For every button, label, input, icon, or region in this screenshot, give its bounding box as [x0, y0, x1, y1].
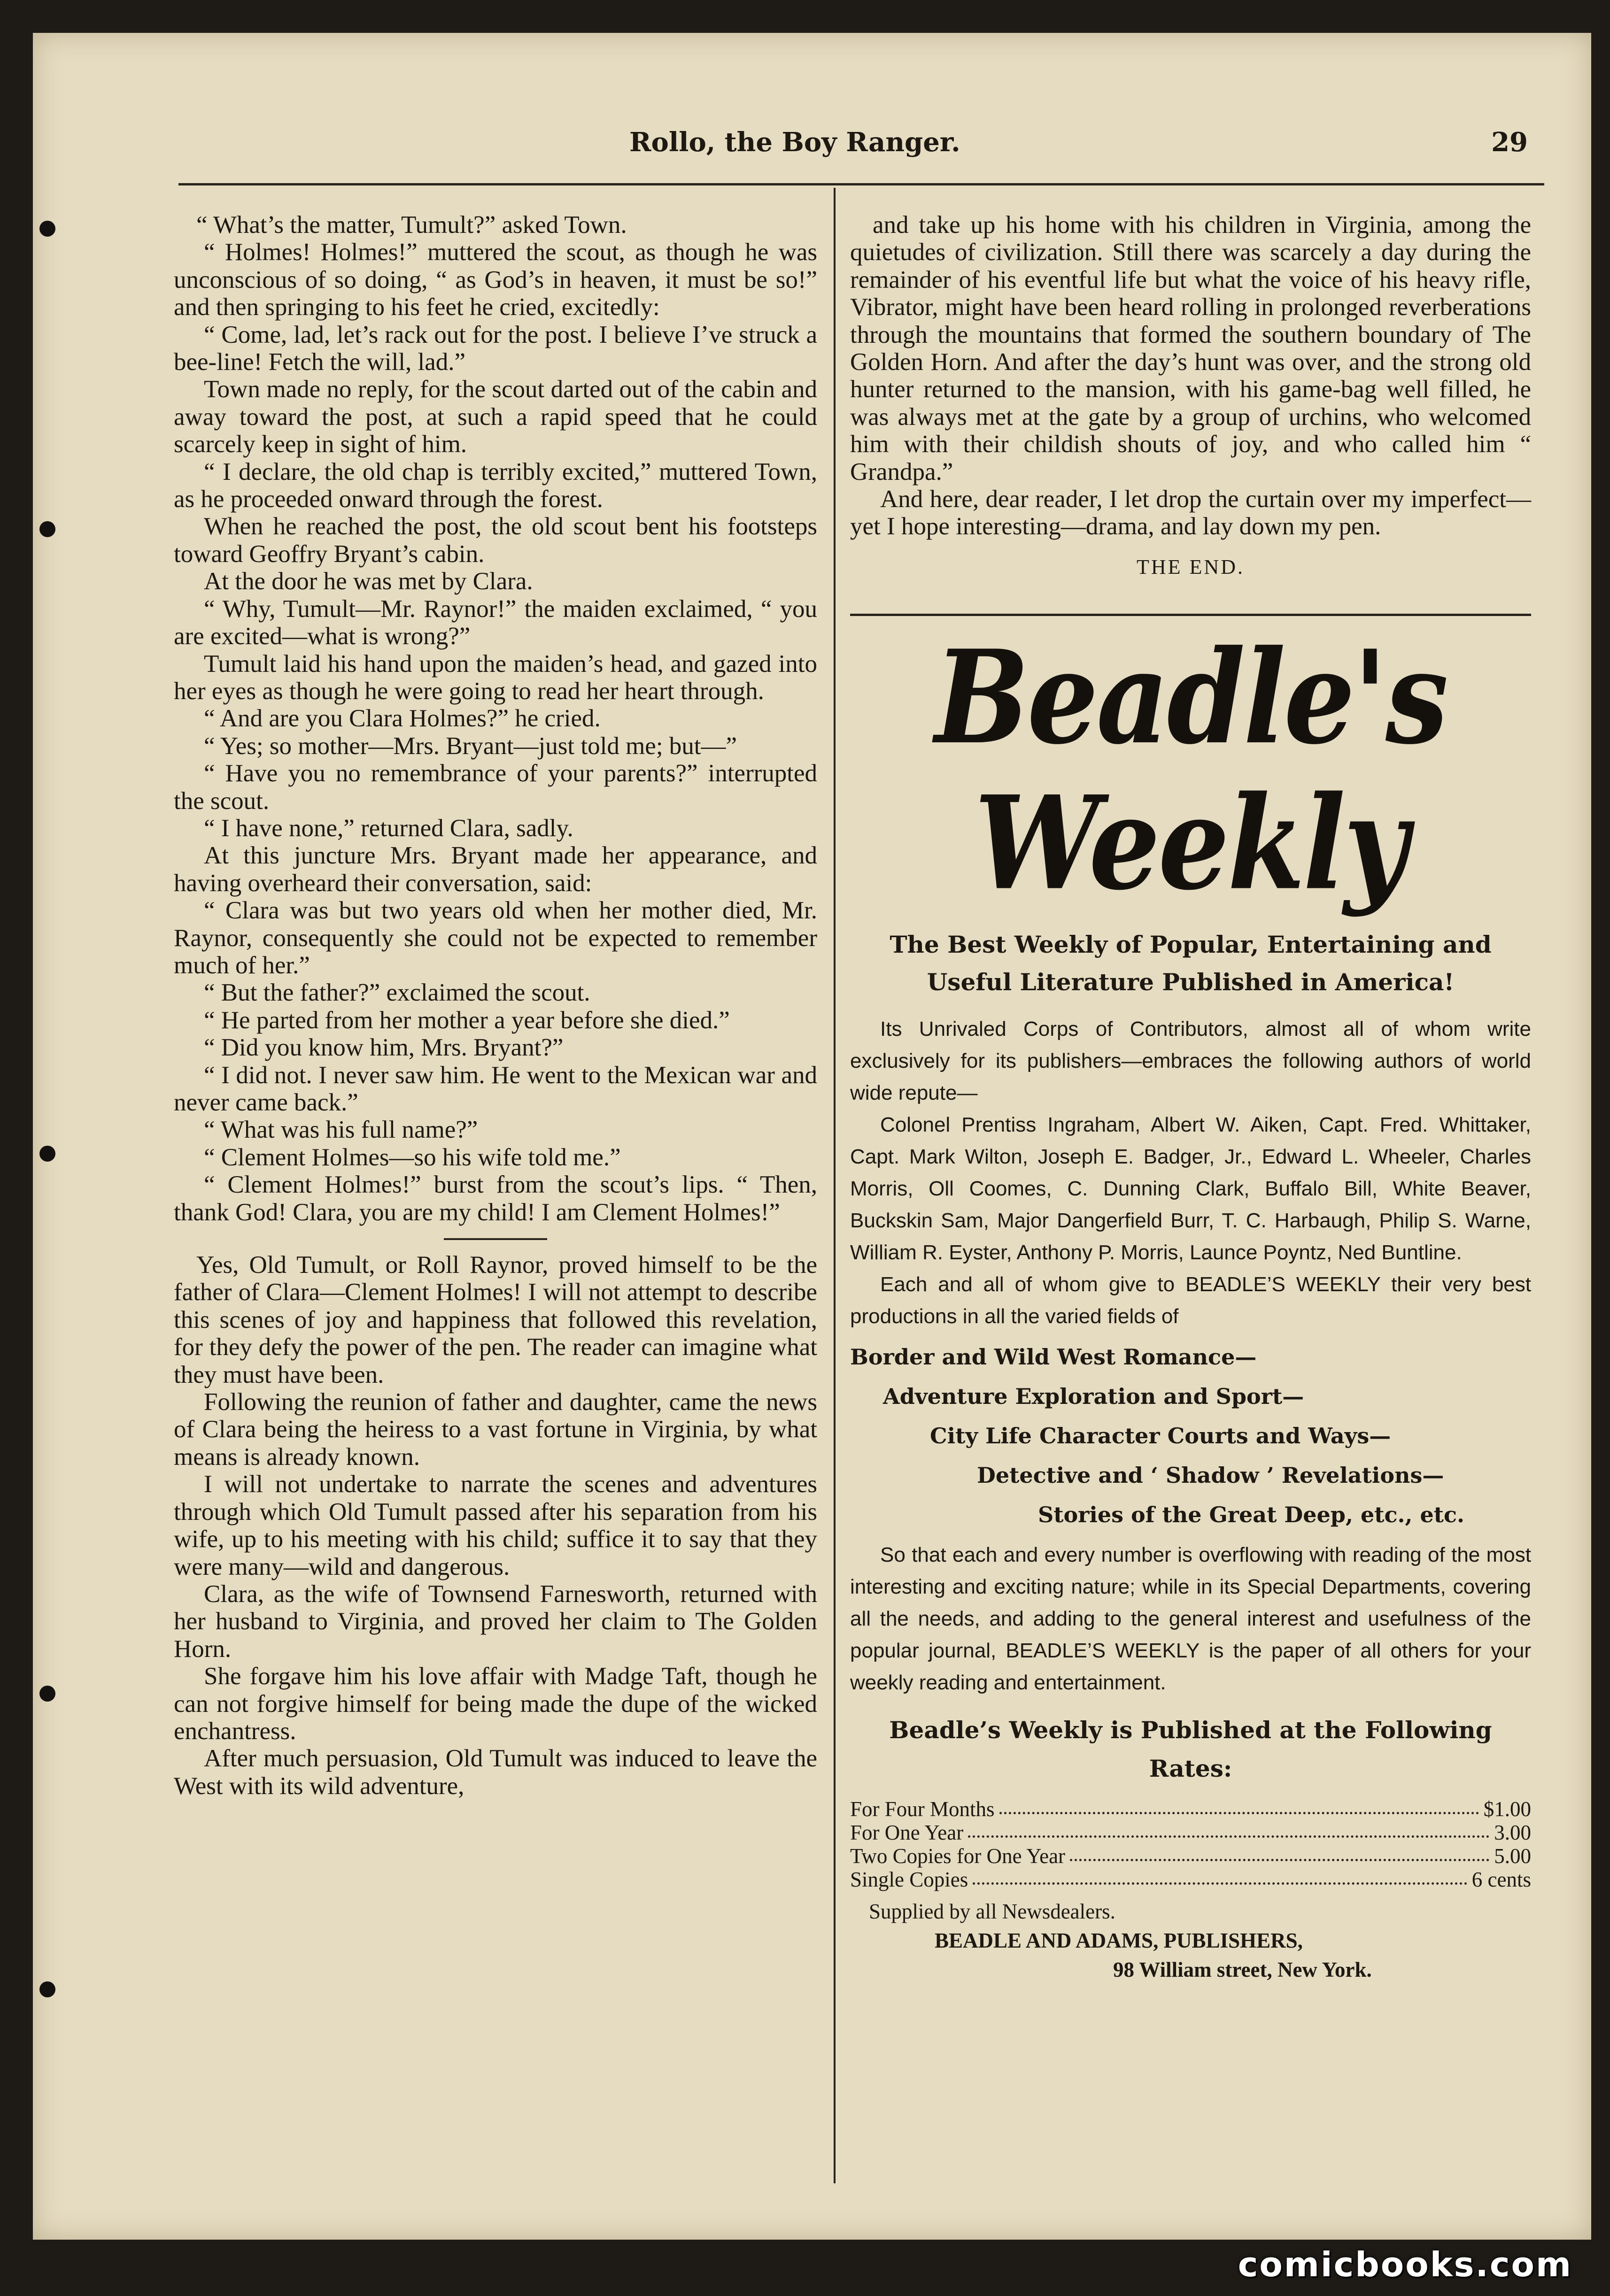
watermark: comicbooks.com	[1238, 2245, 1572, 2284]
paragraph: I will not undertake to narrate the scenes and adventures through which Old Tumult passed after his separation from his wife, up to his meeting with his child; suffice it to say that they were many—wild and dangerous.	[174, 1471, 817, 1580]
advertisement-rule	[850, 614, 1531, 616]
paragraph: And here, dear reader, I let drop the curtain over my imperfect—yet I hope interesting—drama, and lay down my pen.	[850, 485, 1531, 540]
rate-label: Single Copies	[850, 1868, 968, 1892]
rate-price: 3.00	[1494, 1821, 1531, 1845]
beadles-weekly-masthead: Beadle's Weekly	[935, 623, 1447, 919]
genre-item: City Life Character Courts and Ways—	[930, 1423, 1391, 1449]
paragraph: “ Holmes! Holmes!” muttered the scout, as though he was unconscious of so doing, “ as God’s in heaven, it must be so!” and then springing to his feet he cried, excitedly:	[174, 239, 817, 321]
rates-table	[850, 1797, 1531, 1891]
column-divider	[834, 188, 836, 2183]
paragraph: “ And are you Clara Holmes?” he cried.	[204, 705, 601, 732]
ad-fields-intro: Each and all of whom give to BEADLE’S WEEKLY their very best productions in all the varied fields of	[850, 1273, 1531, 1328]
paragraph: Following the reunion of father and daughter, came the news of Clara being the heiress to a vast fortune in Virginia, by what means is already known.	[174, 1388, 817, 1471]
binding-hole	[39, 521, 55, 537]
paragraph: “ He parted from her mother a year before she died.”	[204, 1006, 730, 1034]
publisher-name: BEADLE AND ADAMS, PUBLISHERS,	[935, 1929, 1303, 1953]
paragraph: Yes, Old Tumult, or Roll Raynor, proved himself to be the father of Clara—Clement Holmes! I will not attempt to describe this scenes of joy and happiness that followed this revelation, for they defy the power of the pen. The reader can imagine what they must have been.	[174, 1251, 817, 1388]
binding-hole	[39, 221, 55, 237]
supplied-note: Supplied by all Newsdealers.	[869, 1900, 1115, 1924]
paragraph: “ Yes; so mother—Mrs. Bryant—just told me; but—”	[204, 732, 737, 760]
the-end-label: THE END.	[1137, 555, 1245, 578]
ad-intro: Its Unrivaled Corps of Contributors, almost all of whom write exclusively for its publishers—embraces the following authors of world wide repute—	[850, 1017, 1531, 1105]
paragraph: “ Clement Holmes—so his wife told me.”	[204, 1143, 621, 1171]
rates-heading: Beadle’s Weekly is Published at the Following Rates:	[889, 1716, 1492, 1783]
paragraph: At this juncture Mrs. Bryant made her appearance, and having overheard their conversation, said:	[174, 842, 817, 897]
rate-price: 5.00	[1494, 1844, 1531, 1868]
paragraph: “ I did not. I never saw him. He went to the Mexican war and never came back.”	[174, 1061, 817, 1116]
paragraph: “ I declare, the old chap is terribly excited,” muttered Town, as he proceeded onward through the forest.	[174, 458, 817, 513]
rate-row	[850, 1868, 1531, 1891]
genre-list	[850, 1337, 1531, 1534]
ad-authors: Colonel Prentiss Ingraham, Albert W. Aiken, Capt. Fred. Whittaker, Capt. Mark Wilton, Joseph E. Badger, Jr., Edward L. Wheeler, Charles Morris, Oll Coomes, C. Dunning Clark, Buffalo Bill, White Beaver, Buckskin Sam, Major Dangerfield Burr, T. C. Harbaugh, Philip S. Warne, William R. Eyster, Anthony P. Morris, Launce Poyntz, Ned Buntline.	[850, 1113, 1531, 1264]
paragraph: “ What was his full name?”	[204, 1116, 478, 1144]
paragraph: Clara, as the wife of Townsend Farnesworth, returned with her husband to Virginia, and proved her claim to The Golden Horn.	[174, 1580, 817, 1663]
genre-item: Stories of the Great Deep, etc., etc.	[1038, 1502, 1465, 1528]
binding-hole	[39, 1686, 55, 1702]
rate-label: Two Copies for One Year	[850, 1844, 1066, 1868]
paragraph: After much persuasion, Old Tumult was induced to leave the West with its wild adventure,	[174, 1745, 817, 1800]
paragraph: “ Clement Holmes!” burst from the scout’s lips. “ Then, thank God! Clara, you are my child! I am Clement Holmes!”	[174, 1171, 817, 1226]
binding-hole	[39, 1981, 55, 1997]
paragraph: “ Have you no remembrance of your parents?” interrupted the scout.	[174, 760, 817, 815]
rate-row	[850, 1821, 1531, 1844]
paragraph: When he reached the post, the old scout bent his footsteps toward Geoffry Bryant’s cabin.	[174, 513, 817, 568]
story-text	[174, 211, 817, 1226]
paragraph: At the door he was met by Clara.	[204, 568, 533, 595]
paragraph: “ Come, lad, let’s rack out for the post. I believe I’ve struck a bee-line! Fetch the will, lad.”	[174, 321, 817, 376]
paragraph: She forgave him his love affair with Madge Taft, though he can not forgive himself for being made the dupe of the wicked enchantress.	[174, 1663, 817, 1745]
genre-item: Adventure Exploration and Sport—	[883, 1384, 1304, 1410]
paragraph: “ Why, Tumult—Mr. Raynor!” the maiden exclaimed, “ you are excited—what is wrong?”	[174, 595, 817, 650]
story-ending-text	[850, 211, 1531, 540]
header-rule	[178, 183, 1544, 185]
binding-hole	[39, 1146, 55, 1162]
advertisement	[850, 623, 1531, 1984]
paragraph: “ Clara was but two years old when her mother died, Mr. Raynor, consequently she could not be expected to remember much of her.”	[174, 897, 817, 979]
story-conclusion-text	[174, 1251, 817, 1800]
running-header	[33, 127, 1591, 178]
ad-tagline: The Best Weekly of Popular, Entertaining and Useful Literature Published in America!	[890, 931, 1492, 996]
rate-label: For Four Months	[850, 1797, 995, 1821]
rate-label: For One Year	[850, 1821, 964, 1845]
genre-item: Detective and ‘ Shadow ’ Revelations—	[977, 1463, 1444, 1488]
right-column	[850, 211, 1531, 1984]
left-column	[174, 211, 817, 1800]
paragraph: “ What’s the matter, Tumult?” asked Town.	[196, 211, 627, 239]
rate-price: 6 cents	[1471, 1868, 1531, 1892]
page	[33, 33, 1591, 2240]
paragraph: Tumult laid his hand upon the maiden’s head, and gazed into her eyes as though he were going to read her heart through.	[174, 650, 817, 705]
paragraph: “ I have none,” returned Clara, sadly.	[204, 814, 573, 842]
publisher-address: 98 William street, New York.	[1113, 1958, 1372, 1982]
section-break-rule	[444, 1238, 547, 1240]
paragraph: Town made no reply, for the scout darted out of the cabin and away toward the post, at such a rapid speed that he could scarcely keep in sight of him.	[174, 376, 817, 458]
paragraph: “ Did you know him, Mrs. Bryant?”	[204, 1034, 564, 1062]
ad-closing: So that each and every number is overflowing with reading of the most interesting and exciting nature; while in its Special Departments, covering all the needs, and adding to the general interest and usefulness of the popular journal, BEADLE’S WEEKLY is the paper of all others for your weekly reading and entertainment.	[850, 1543, 1531, 1695]
paragraph: and take up his home with his children in Virginia, among the quietudes of civilization. Still there was scarcely a day during the remainder of his eventful life but what the voice of his heavy rifle, Vibrator, might have been heard rolling in prolonged reverberations through the mountains that formed the southern boundary of The Golden Horn. And after the day’s hunt was over, and the strong old hunter returned to the mansion, with his game-bag well filled, he was always met at the gate by a group of urchins, who welcomed him with their childish shouts of joy, and who called him “ Grandpa.”	[850, 211, 1531, 485]
rate-row	[850, 1797, 1531, 1821]
rate-price: $1.00	[1483, 1797, 1531, 1821]
running-title: Rollo, the Boy Ranger.	[629, 127, 960, 158]
rate-row	[850, 1844, 1531, 1868]
page-number: 29	[1491, 127, 1528, 158]
paragraph: “ But the father?” exclaimed the scout.	[204, 979, 590, 1007]
genre-item: Border and Wild West Romance—	[850, 1344, 1257, 1370]
